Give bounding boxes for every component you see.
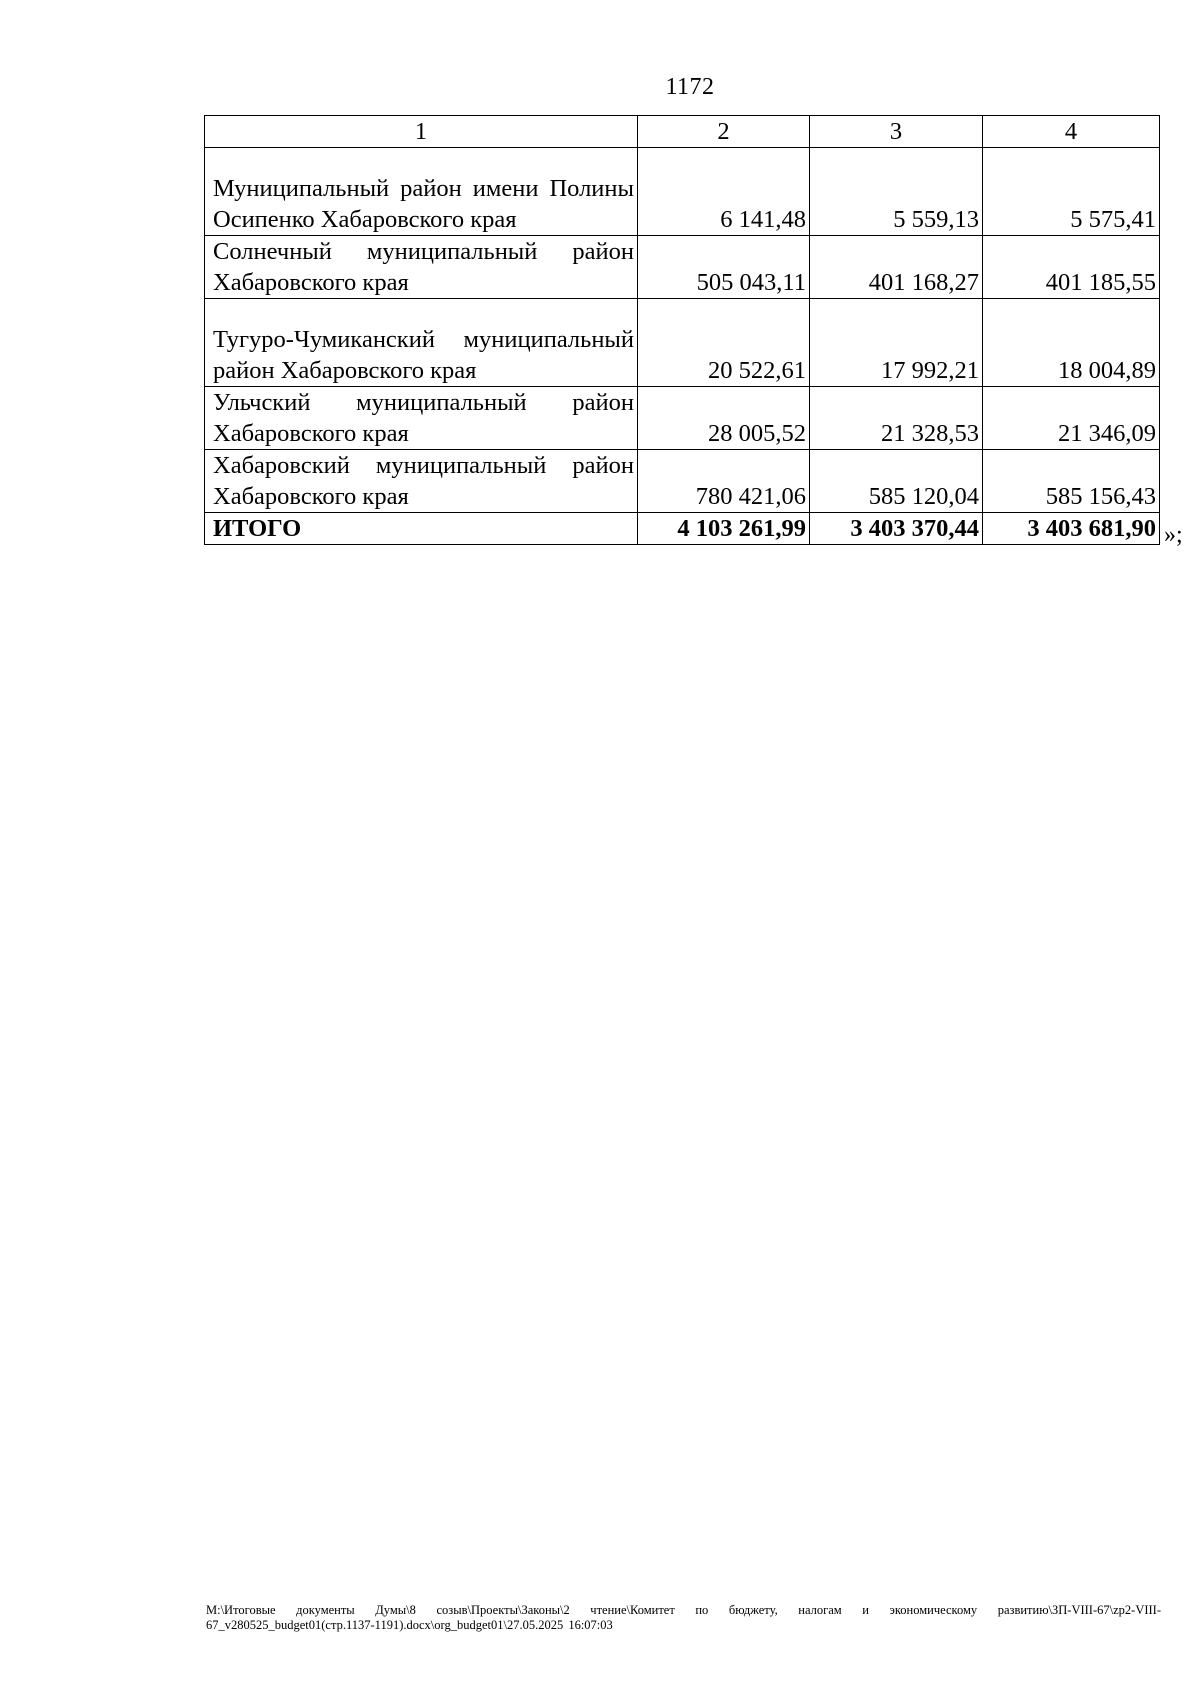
- district-name: Тугуро-Чумиканский муниципальный район Хабаровского края: [205, 299, 638, 387]
- value-col-4: 21 346,09: [983, 387, 1160, 450]
- value-col-2: 505 043,11: [638, 236, 810, 299]
- value-col-2: 780 421,06: [638, 450, 810, 513]
- table-row: [205, 450, 1160, 513]
- total-row: [205, 513, 1160, 545]
- value-col-2: 28 005,52: [638, 387, 810, 450]
- closing-quote-mark: »;: [1164, 522, 1183, 548]
- value-col-2: 6 141,48: [638, 148, 810, 236]
- column-header-3: 3: [810, 116, 983, 148]
- value-col-3: 21 328,53: [810, 387, 983, 450]
- budget-table: [204, 115, 1160, 545]
- total-col-2: 4 103 261,99: [638, 513, 810, 545]
- value-col-3: 5 559,13: [810, 148, 983, 236]
- value-col-3: 585 120,04: [810, 450, 983, 513]
- page-number: 1172: [665, 74, 715, 100]
- document-file-path: М:\Итоговые документы Думы\8 созыв\Проекты\Законы\2 чтение\Комитет по бюджету, налогам и экономическому развитию\ЗП-VIII-67\zp2-VIII-67_v280525_budget01(стр.1137-1191).docx\org_budget01\27.05.2025 16:07:03: [206, 1603, 1161, 1632]
- column-header-4: 4: [983, 116, 1160, 148]
- column-header-1: 1: [205, 116, 638, 148]
- table-row: [205, 148, 1160, 236]
- table-header-row: [205, 116, 1160, 148]
- value-col-2: 20 522,61: [638, 299, 810, 387]
- value-col-4: 401 185,55: [983, 236, 1160, 299]
- total-label: ИТОГО: [205, 513, 638, 545]
- table-row: [205, 236, 1160, 299]
- table-row: [205, 387, 1160, 450]
- district-name: Ульчский муниципальный район Хабаровского края: [205, 387, 638, 450]
- value-col-4: 5 575,41: [983, 148, 1160, 236]
- table-row: [205, 299, 1160, 387]
- value-col-3: 401 168,27: [810, 236, 983, 299]
- district-name: Солнечный муниципальный район Хабаровского края: [205, 236, 638, 299]
- total-col-4: 3 403 681,90: [983, 513, 1160, 545]
- district-name: Муниципальный район имени Полины Осипенко Хабаровского края: [205, 148, 638, 236]
- district-name: Хабаровский муниципальный район Хабаровского края: [205, 450, 638, 513]
- value-col-4: 18 004,89: [983, 299, 1160, 387]
- column-header-2: 2: [638, 116, 810, 148]
- value-col-3: 17 992,21: [810, 299, 983, 387]
- value-col-4: 585 156,43: [983, 450, 1160, 513]
- total-col-3: 3 403 370,44: [810, 513, 983, 545]
